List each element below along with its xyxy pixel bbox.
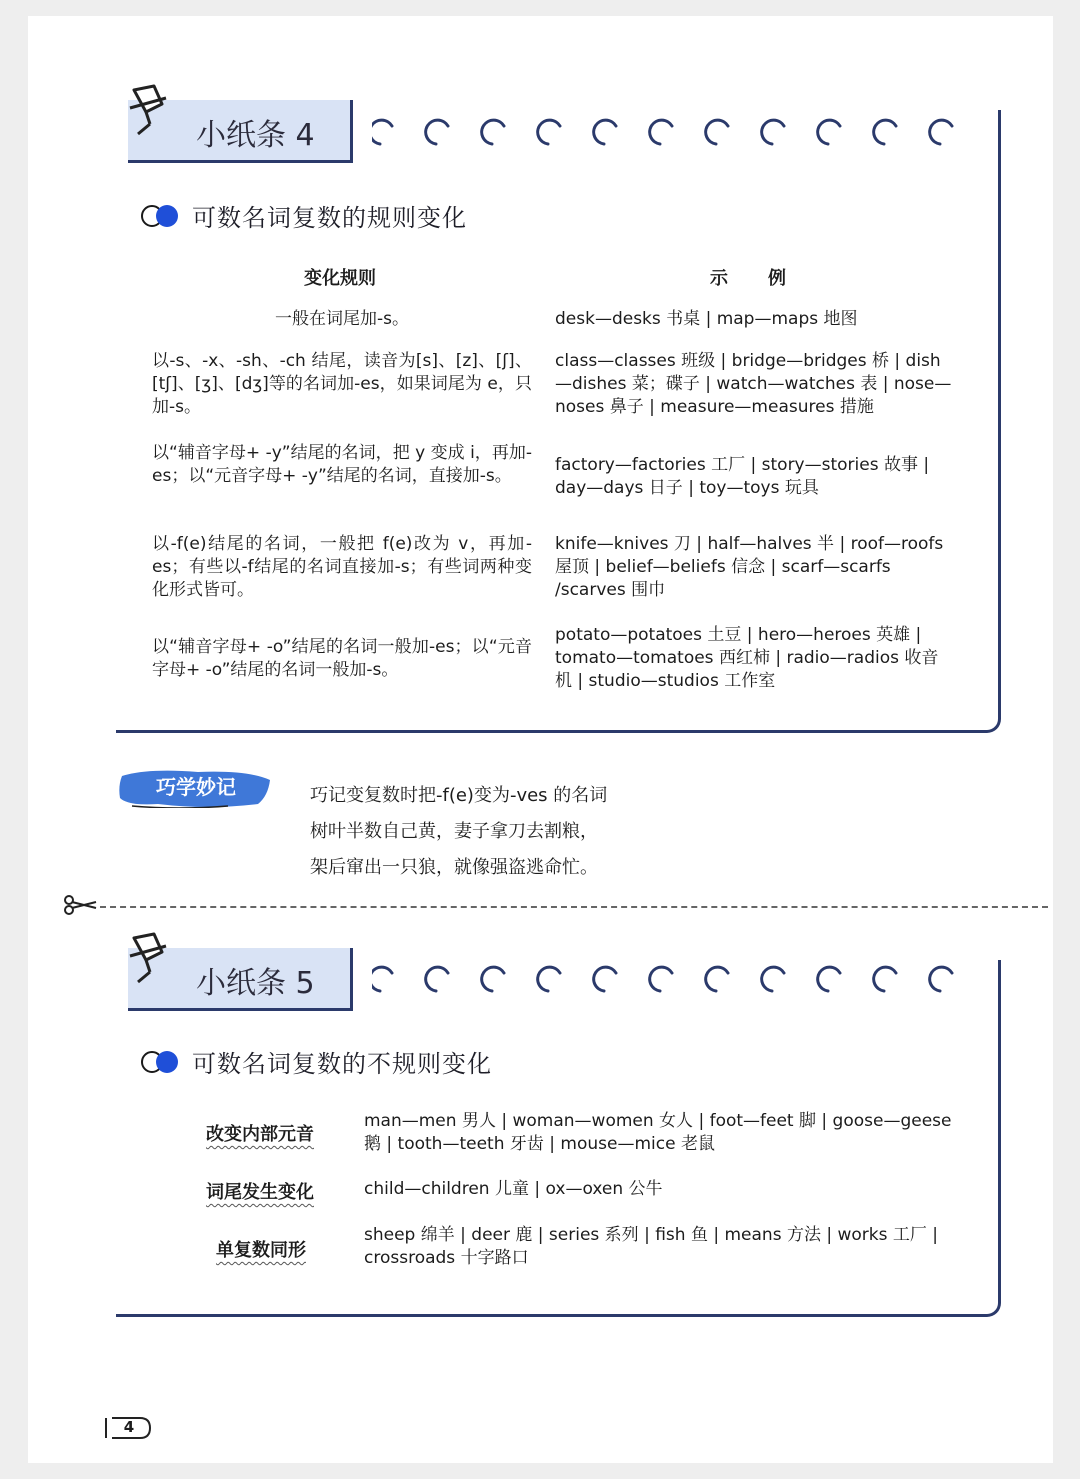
irregular-value: sheep 绵羊 | deer 鹿 | series 系列 | fish 鱼 | means 方法 | works 工厂 | crossroads 十字路口 xyxy=(364,1225,939,1268)
irregular-label: 单复数同形 xyxy=(216,1240,306,1261)
rule-text: 以“辅音字母+ -y”结尾的名词，把 y 变成 i，再加-es；以“元音字母+ -y”结尾的名词，直接加-s。 xyxy=(152,443,532,486)
spiral-rings xyxy=(372,118,972,158)
note-tag-5 xyxy=(128,948,353,1011)
toggle-icon xyxy=(140,1050,180,1074)
note-tag-label: 小纸条 5 xyxy=(196,966,315,1001)
irregular-value: child—children 儿童 | ox—oxen 公牛 xyxy=(364,1179,663,1199)
memo-line: 树叶半数自己黄，妻子拿刀去割粮， xyxy=(310,821,598,842)
rule-text: 以-f(e)结尾的名词，一般把 f(e)改为 v，再加-es；有些以-f结尾的名词直接加-s；有些词两种变化形式皆可。 xyxy=(152,534,532,600)
section-title-text: 可数名词复数的规则变化 xyxy=(192,204,467,232)
memo-title: 巧记变复数时把-f(e)变为-ves 的名词 xyxy=(310,785,608,806)
note-tag-label: 小纸条 4 xyxy=(196,118,315,153)
irregular-value: man—men 男人 | woman—women 女人 | foot—feet 脚 | goose—geese 鹅 | tooth—teeth 牙齿 | mouse—mice 老鼠 xyxy=(364,1111,952,1154)
toggle-icon xyxy=(140,204,180,228)
rule-text: 以“辅音字母+ -o”结尾的名词一般加-es；以“元音字母+ -o”结尾的名词一般加-s。 xyxy=(152,637,532,680)
section-title-text: 可数名词复数的不规则变化 xyxy=(192,1050,492,1078)
example-text: potato—potatoes 土豆 | hero—heroes 英雄 | tomato—tomatoes 西红柿 | radio—radios 收音机 | studio—studios 工作室 xyxy=(555,625,939,691)
memo-line: 架后窜出一只狼，就像强盗逃命忙。 xyxy=(310,857,598,878)
column-header-example: 示例 xyxy=(710,268,826,289)
note-tag-4 xyxy=(128,100,353,163)
irregular-label: 改变内部元音 xyxy=(206,1124,314,1145)
rule-text: 以-s、-x、-sh、-ch 结尾，读音为[s]、[z]、[ʃ]、[tʃ]、[ʒ]、[dʒ]等的名词加-es，如果词尾为 e，只加-s。 xyxy=(152,351,532,417)
page-number: 4 xyxy=(123,1418,135,1436)
example-text: desk—desks 书桌 | map—maps 地图 xyxy=(555,309,858,329)
memo-badge xyxy=(118,766,274,808)
memo-badge-label: 巧学妙记 xyxy=(156,775,236,799)
example-text: factory—factories 工厂 | story—stories 故事 | day—days 日子 | toy—toys 玩具 xyxy=(555,455,930,498)
memo-text xyxy=(310,778,607,886)
example-text: knife—knives 刀 | half—halves 半 | roof—roofs 屋顶 | belief—beliefs 信念 | scarf—scarfs /scarves 围巾 xyxy=(555,534,944,600)
rule-text: 一般在词尾加-s。 xyxy=(275,309,409,329)
cut-line xyxy=(100,906,1048,908)
scissors-icon xyxy=(62,894,98,916)
column-header-rule: 变化规则 xyxy=(304,268,376,289)
pushpin-icon xyxy=(120,80,180,140)
example-text: class—classes 班级 | bridge—bridges 桥 | dish—dishes 菜；碟子 | watch—watches 表 | nose—noses 鼻子 | measure—measures 措施 xyxy=(555,351,952,417)
irregular-label: 词尾发生变化 xyxy=(206,1182,314,1203)
pushpin-icon xyxy=(120,928,180,988)
spiral-rings xyxy=(372,965,972,1005)
